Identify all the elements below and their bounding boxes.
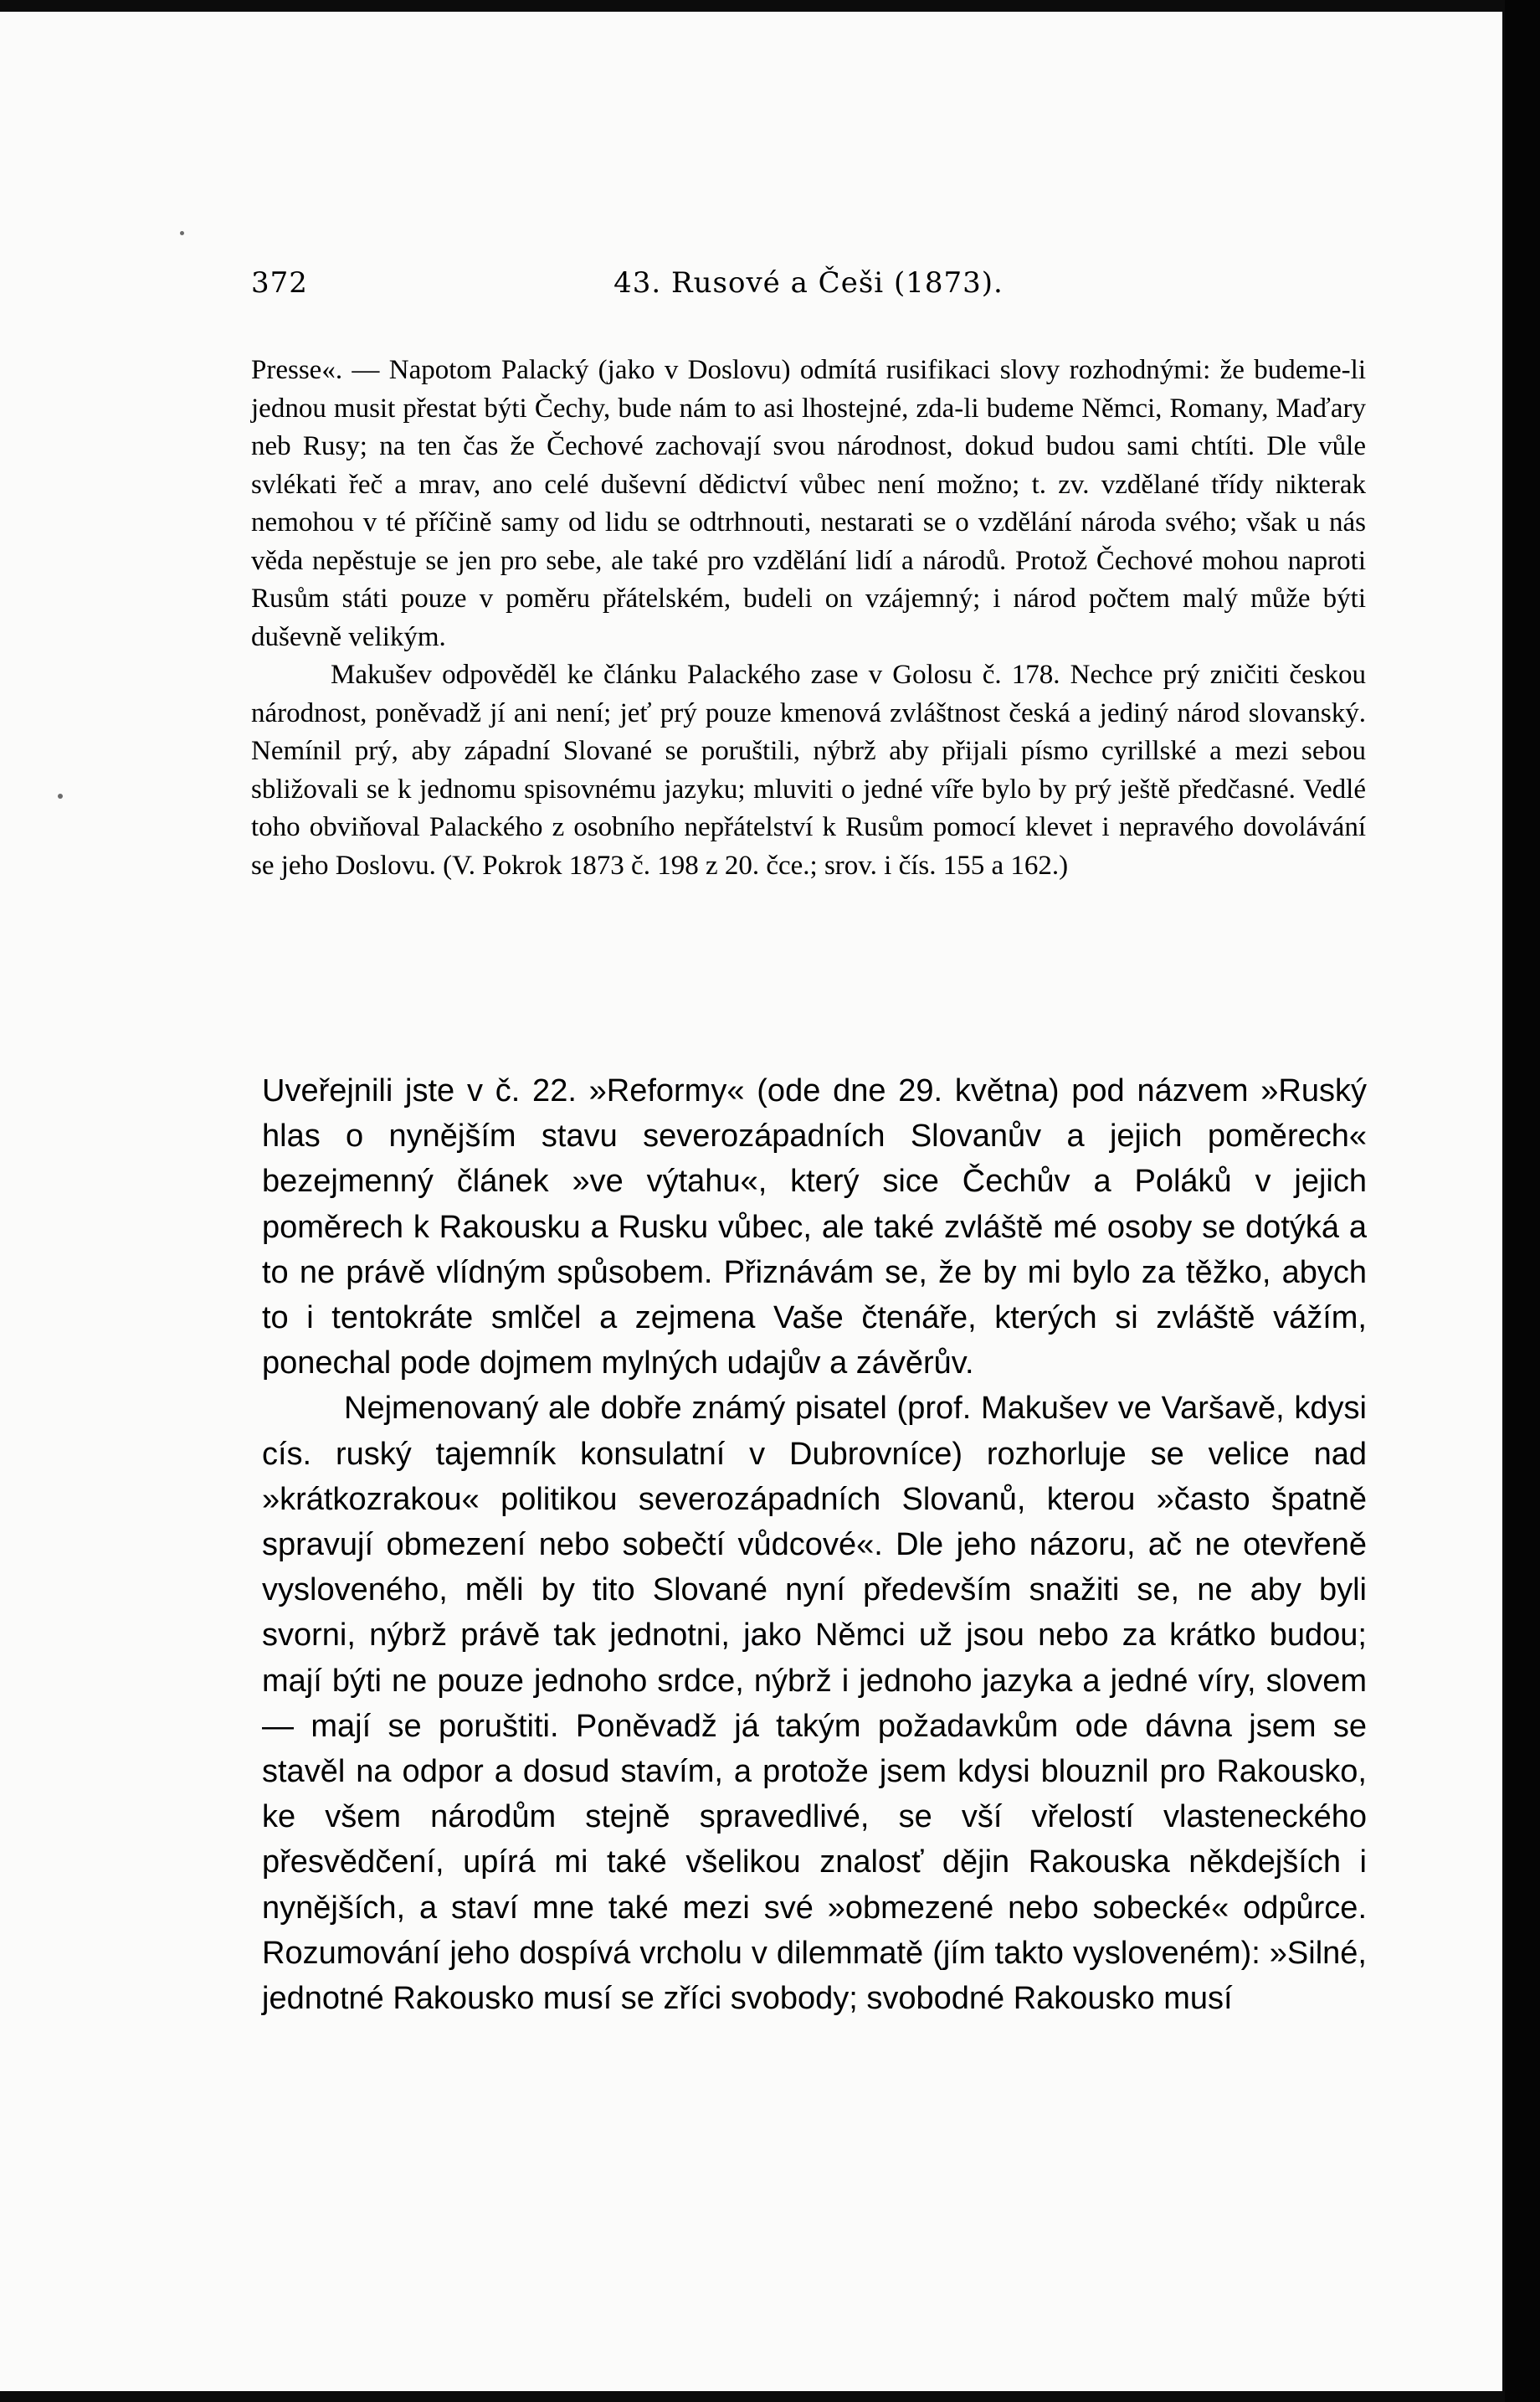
footnote-paragraph: Makušev odpověděl ke článku Palackého zase v Golosu č. 178. Nechce prý zničiti českou národnost, poněvadž jí ani není; jeť prý pouze kmenová zvláštnost česká a jediný národ slovanský. Nemínil prý, aby západní Slované se poruštili, nýbrž aby přijali písmo cyrillské a mezi sebou sbližovali se k jednomu spisovnému jazyku; mluviti o jedné víře bylo by prý ještě předčasné. Vedlé toho obviňoval Palackého z osobního nepřátelství k Rusům pomocí klevet i nepravého dovolávání se jeho Doslovu. (V. Pokrok 1873 č. 198 z 20. čce.; srov. i čís. 155 a 162.) [251, 660, 1366, 881]
body-paragraph: Nejmenovaný ale dobře známý pisatel (prof. Makušev ve Varšavě, kdysi cís. ruský tajemník konsulatní v Dubrovníce) rozhorluje se velice nad »krátkozrakou« politikou severozápadních Slovanů, kterou »často špatně spravují obmezení nebo sobečtí vůdcové«. Dle jeho názoru, ač ne otevřeně vysloveného, měli by tito Slované nyní především snažiti se, ne aby byli svorni, nýbrž právě tak jednotni, jako Němci už jsou nebo za krátko budou; mají býti ne pouze jednoho srdce, nýbrž i jednoho jazyka a jedné víry, slovem — mají se poruštiti. Poněvadž já takým požadavkům ode dávna jsem se stavěl na odpor a dosud stavím, a protože jsem kdysi blouznil pro Rakousko, ke všem národům stejně spravedlivé, se vší vřelostí vlasteneckého přesvědčení, upírá mi také všelikou znalosť dějin Rakouska někdejších i nynějších, a staví mne také mezi své »obmezené nebo sobecké« odpůrce. Rozumování jeho dospívá vrcholu v dilemmatě (jím takto vysloveném): »Silné, jednotné Rakousko musí se zříci svobody; svobodné Rakousko musí [262, 1391, 1367, 2017]
running-title: 43. Rusové a Češi (1873). [613, 266, 1004, 300]
page-number: 372 [251, 266, 308, 300]
dust-speck [180, 231, 184, 235]
footnote-paragraph: Presse«. — Napotom Palacký (jako v Doslovu) odmítá rusifikaci slovy rozhodnými: že budeme-li jednou musit přestat býti Čechy, bude nám to asi lhostejné, zda-li budeme Němci, Romany, Maďary neb Rusy; na ten čas že Čechové zachovají svou národnost, dokud budou sami chtíti. Dle vůle svlékati řeč a mrav, ano celé duševní dědictví vůbec není možno; t. zv. vzdělané třídy nikterak nemohou v té příčině samy od lidu se odtrhnouti, nestarati se o vzdělání národa svého; však u nás věda nepěstuje se jen pro sebe, ale také pro vzdělání lidí a národů. Protož Čechové mohou naproti Rusům státi pouze v poměru přátelském, budeli on vzájemný; i národ počtem malý může býti duševně velikým. [251, 355, 1366, 652]
letter-text [262, 1068, 1367, 2021]
dust-speck [58, 794, 63, 799]
scan-right-edge [1505, 0, 1540, 2402]
footnote-block [251, 352, 1366, 885]
body-paragraph: Uveřejnili jste v č. 22. »Reformy« (ode dne 29. května) pod názvem »Ruský hlas o nynějším stavu severozápadních Slovanův a jejich poměrech« bezejmenný článek »ve výtahu«, který sice Čechův a Poláků v jejich poměrech k Rakousku a Rusku vůbec, ale také zvláště mé osoby se dotýká a to ne právě vlídným spůsobem. Přiznávám se, že by mi bylo za těžko, abych to i tentokráte smlčel a zejmena Vaše čtenáře, kterých si zvláště vážím, ponechal pode dojmem mylných udajův a závěrův. [262, 1073, 1367, 1381]
page-header [251, 266, 1366, 316]
